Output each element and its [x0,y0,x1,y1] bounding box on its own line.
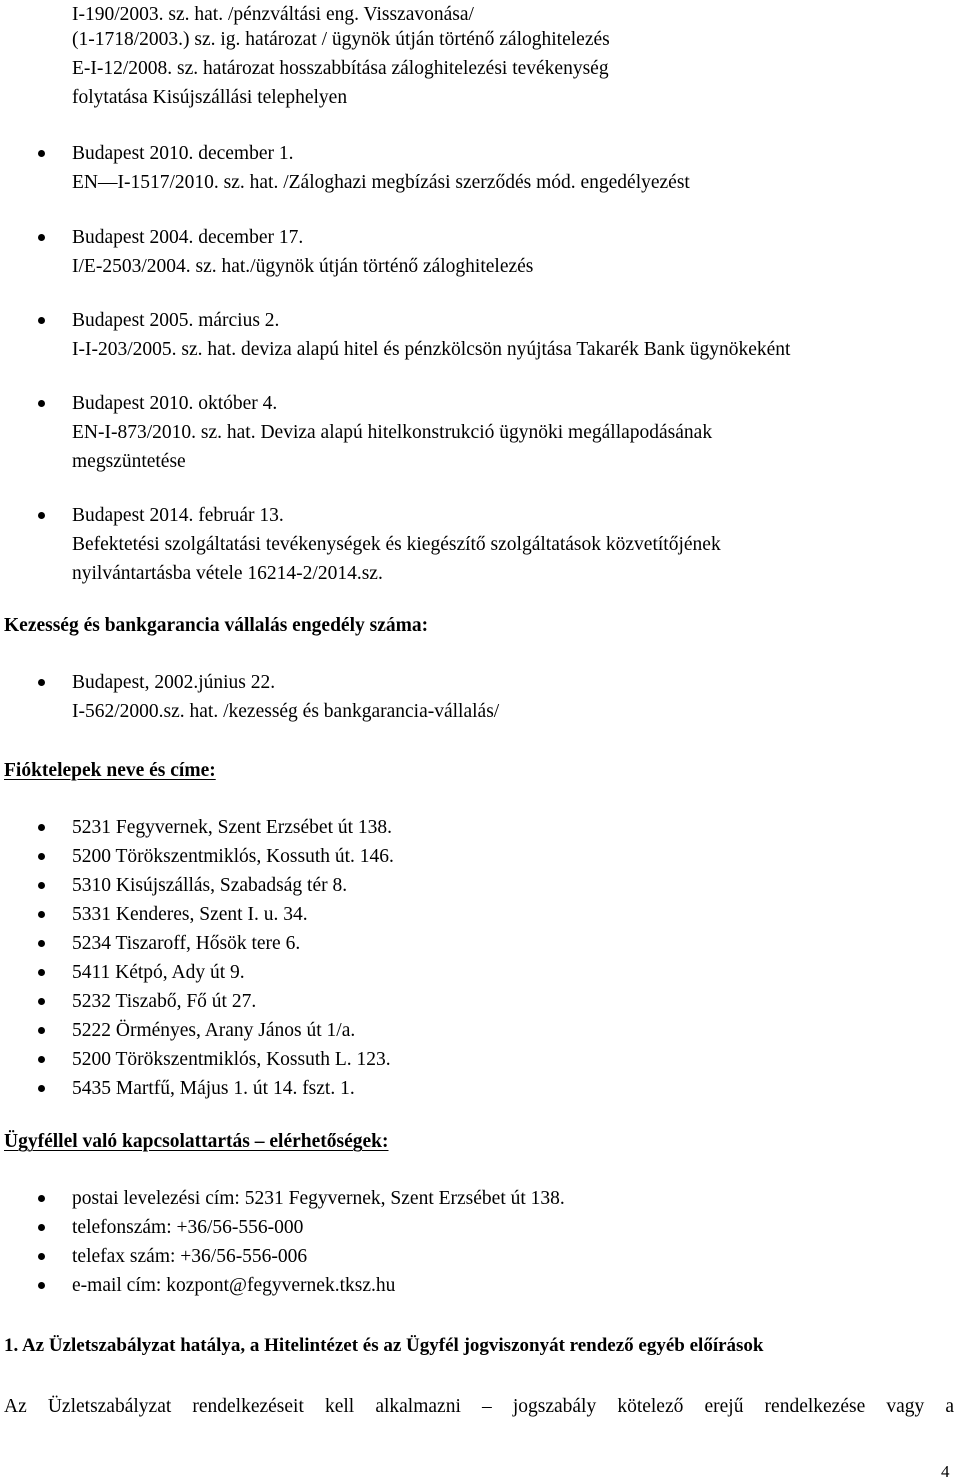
intro-line-4: folytatása Kisújszállási telephelyen [72,87,348,108]
bullet-icon [38,882,45,889]
bullet-icon [38,1085,45,1092]
bullet-icon [38,853,45,860]
bullet-icon [38,1056,45,1063]
branch-item: 5411 Kétpó, Ady út 9. [72,962,245,983]
bullet-icon [38,1195,45,1202]
branch-item: 5231 Fegyvernek, Szent Erzsébet út 138. [72,817,393,838]
bullet-icon [38,998,45,1005]
license-4-date: Budapest 2010. október 4. [72,393,278,414]
section-1-paragraph: Az Üzletszabályzat rendelkezéseit kell alkalmazni – jogszabály kötelező erejű rendelkezése vagy a [4,1396,954,1417]
license-3-text: I-I-203/2005. sz. hat. deviza alapú hitel és pénzkölcsön nyújtása Takarék Bank ügynökeként [72,339,791,360]
contact-email: e-mail cím: kozpont@fegyvernek.tksz.hu [72,1275,396,1296]
bullet-icon [38,969,45,976]
license-5-text-cont: nyilvántartásba vétele 16214-2/2014.sz. [72,563,383,584]
license-5-date: Budapest 2014. február 13. [72,505,284,526]
contact-postal: postai levelezési cím: 5231 Fegyvernek, Szent Erzsébet út 138. [72,1188,565,1209]
intro-line-1: I-190/2003. sz. hat. /pénzváltási eng. Visszavonása/ [72,4,474,25]
bullet-icon [38,1027,45,1034]
license-4-text-cont: megszüntetése [72,451,186,472]
branch-item: 5310 Kisújszállás, Szabadság tér 8. [72,875,348,896]
license-5-text: Befektetési szolgáltatási tevékenységek és kiegészítő szolgáltatások közvetítőjének [72,534,721,555]
guarantee-date: Budapest, 2002.június 22. [72,672,276,693]
license-2-text: I/E-2503/2004. sz. hat./ügynök útján történő záloghitelezés [72,256,534,277]
contact-phone: telefonszám: +36/56-556-000 [72,1217,304,1238]
bullet-icon [38,824,45,831]
bullet-icon [38,1282,45,1289]
intro-line-3: E-I-12/2008. sz. határozat hosszabbítása záloghitelezési tevékenység [72,58,609,79]
bullet-icon [38,150,45,157]
branch-item: 5232 Tiszabő, Fő út 27. [72,991,257,1012]
bullet-icon [38,940,45,947]
bullet-icon [38,400,45,407]
branch-item: 5222 Örményes, Arany János út 1/a. [72,1020,356,1041]
bullet-icon [38,1224,45,1231]
bullet-icon [38,911,45,918]
license-4-text: EN-I-873/2010. sz. hat. Deviza alapú hitelkonstrukció ügynöki megállapodásának [72,422,713,443]
branch-item: 5200 Törökszentmiklós, Kossuth L. 123. [72,1049,391,1070]
guarantee-text: I-562/2000.sz. hat. /kezesség és bankgarancia-vállalás/ [72,701,500,722]
section-1-heading: 1. Az Üzletszabályzat hatálya, a Hitelintézet és az Ügyfél jogviszonyát rendező egyéb előírások [4,1335,764,1356]
contact-fax: telefax szám: +36/56-556-006 [72,1246,308,1267]
branch-item: 5435 Martfű, Május 1. út 14. fszt. 1. [72,1078,355,1099]
guarantee-heading: Kezesség és bankgarancia vállalás engedély száma: [4,615,429,636]
branches-heading: Fióktelepek neve és címe: [4,760,216,781]
bullet-icon [38,317,45,324]
license-1-text: EN—I-1517/2010. sz. hat. /Záloghazi megbízási szerződés mód. engedélyezést [72,172,690,193]
bullet-icon [38,512,45,519]
branch-item: 5234 Tiszaroff, Hősök tere 6. [72,933,301,954]
license-3-date: Budapest 2005. március 2. [72,310,280,331]
page-number: 4 [941,1462,950,1481]
branch-item: 5200 Törökszentmiklós, Kossuth út. 146. [72,846,394,867]
contact-heading: Ügyféllel való kapcsolattartás – elérhetőségek: [4,1131,389,1152]
bullet-icon [38,679,45,686]
license-2-date: Budapest 2004. december 17. [72,227,304,248]
branch-item: 5331 Kenderes, Szent I. u. 34. [72,904,308,925]
bullet-icon [38,234,45,241]
license-1-date: Budapest 2010. december 1. [72,143,294,164]
bullet-icon [38,1253,45,1260]
intro-line-2: (1-1718/2003.) sz. ig. határozat / ügynök útján történő záloghitelezés [72,29,610,50]
